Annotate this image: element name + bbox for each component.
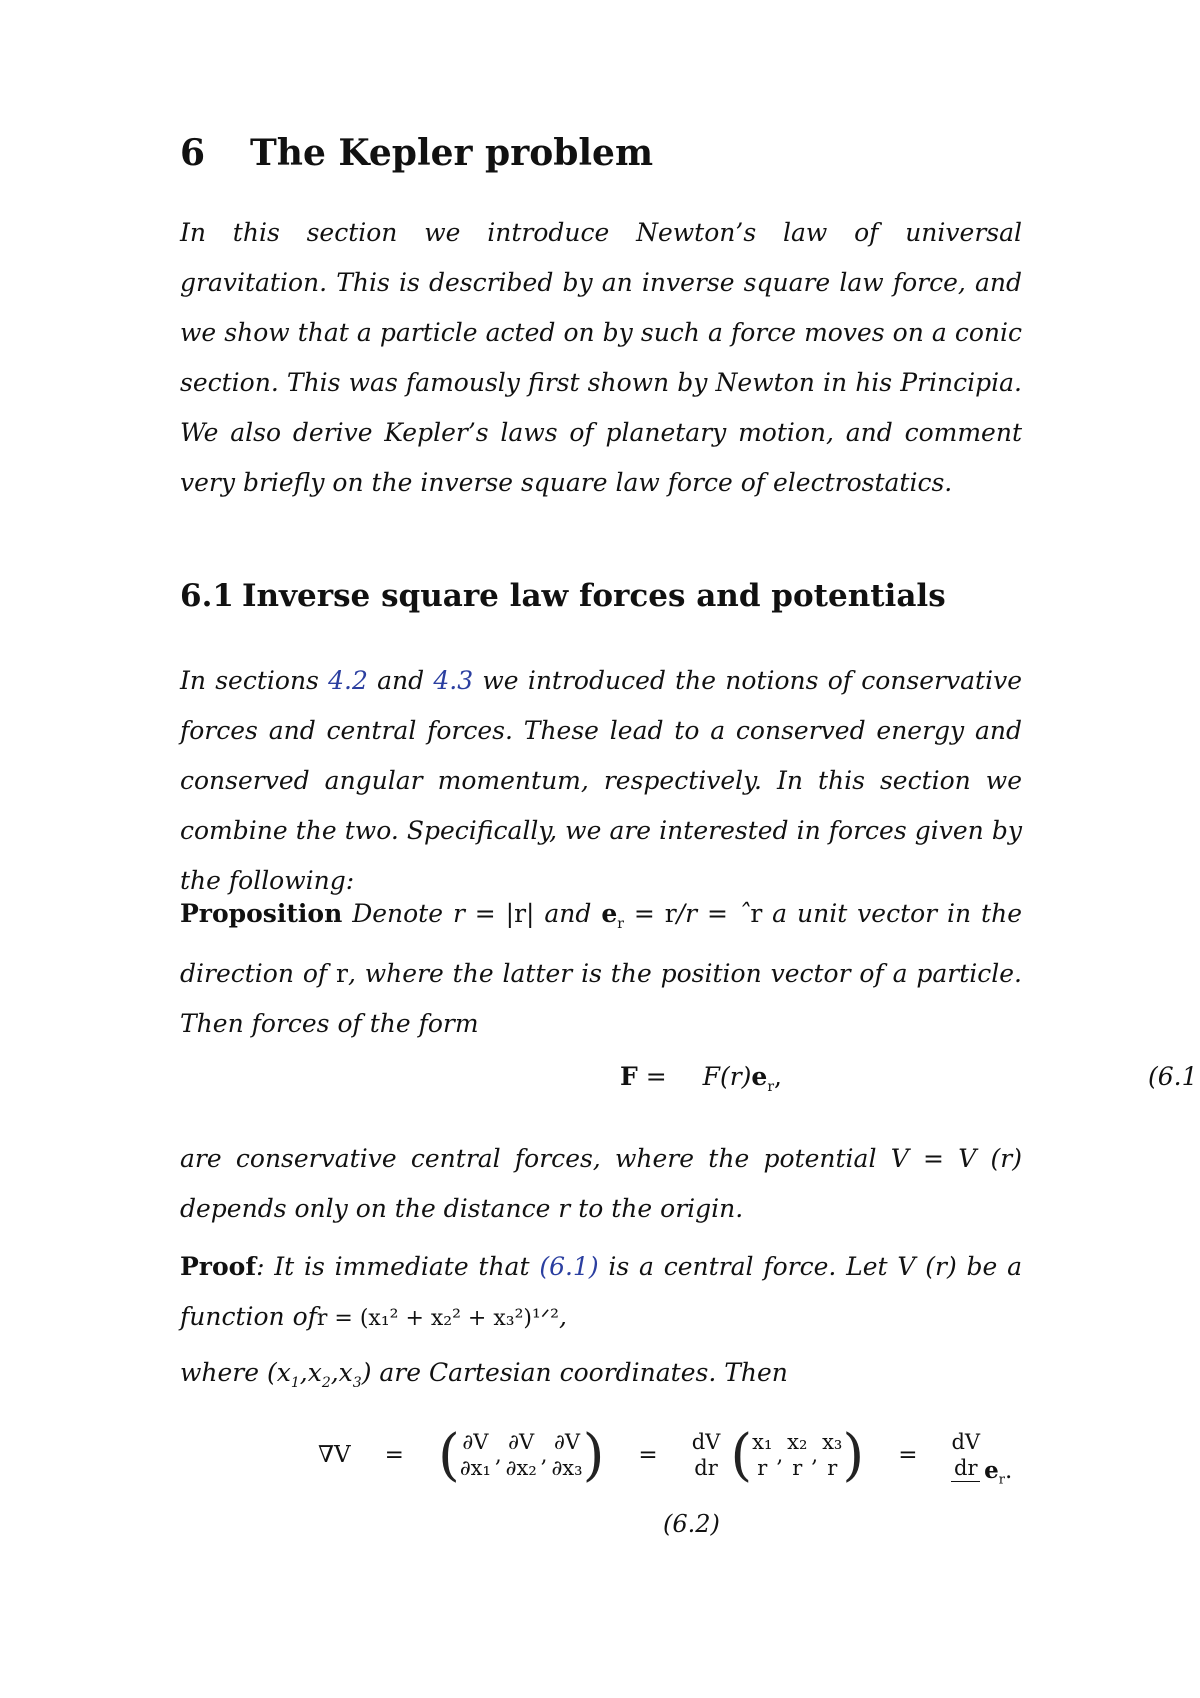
eq62-equals-2: = bbox=[638, 1442, 658, 1468]
subsection-title: Inverse square law forces and potentials bbox=[242, 578, 946, 614]
left-paren-2: ( bbox=[730, 1422, 753, 1488]
where-sub-2: 2 bbox=[321, 1375, 331, 1391]
subsection-intro-paragraph bbox=[180, 656, 1022, 906]
proof-paragraph bbox=[180, 1242, 1022, 1344]
dr-den-2: dr bbox=[951, 1455, 980, 1482]
prop-r-vector-1: r bbox=[514, 899, 527, 928]
where-text-4: ) are Cartesian coordinates. Then bbox=[361, 1358, 788, 1387]
where-sub-3: 3 bbox=[352, 1375, 362, 1391]
eq62-e: e bbox=[984, 1456, 999, 1484]
frac1-num: ∂V bbox=[462, 1430, 489, 1454]
prop-text-1: Denote r = | bbox=[342, 899, 515, 928]
eq61-label: (6.1 bbox=[1148, 1062, 1198, 1091]
prop-text-4: /r = ˆ bbox=[676, 899, 751, 928]
proposition-paragraph bbox=[180, 889, 1022, 1049]
partial-frac-2 bbox=[506, 1429, 537, 1481]
dv-num-2: dV bbox=[951, 1429, 981, 1454]
proof-text-1: : It is immediate that bbox=[256, 1252, 540, 1281]
partial-frac-3 bbox=[551, 1429, 582, 1481]
prop-text-5: a unit vector in the direction of bbox=[180, 899, 1022, 988]
eq62-gradient: ∇V bbox=[318, 1442, 351, 1468]
partial-frac-1 bbox=[460, 1429, 491, 1481]
x2-num: x₂ bbox=[787, 1430, 808, 1454]
where-sub-1: 1 bbox=[290, 1375, 300, 1391]
r-den-3: r bbox=[827, 1456, 838, 1480]
x1-num: x₁ bbox=[752, 1430, 773, 1454]
r-den-2: r bbox=[792, 1456, 803, 1480]
eq61-lhs: F bbox=[620, 1062, 638, 1091]
where-text-1: where (x bbox=[180, 1358, 291, 1387]
where-text-3: ,x bbox=[330, 1358, 353, 1387]
after-equation-paragraph: are conservative central forces, where the potential V = V (r) depends only on the distance r to the origin. bbox=[180, 1144, 1022, 1223]
eq61-rhs: F(r) bbox=[702, 1062, 752, 1091]
dv-dr-frac-1 bbox=[692, 1429, 721, 1481]
equation-6-1 bbox=[620, 1062, 782, 1095]
section-link-4-3[interactable]: 4.3 bbox=[433, 666, 474, 695]
prop-r-vector-4: r bbox=[336, 959, 348, 988]
frac2-num: ∂V bbox=[508, 1430, 535, 1454]
right-paren-2: ) bbox=[842, 1422, 865, 1488]
x3-num: x₃ bbox=[822, 1430, 843, 1454]
dv-dr-frac-2 bbox=[951, 1429, 980, 1482]
eq61-equals: = bbox=[637, 1062, 675, 1091]
comma: , bbox=[494, 1443, 502, 1467]
intro-text-1: In sections bbox=[180, 666, 329, 695]
dv-num-1: dV bbox=[691, 1430, 721, 1454]
subsection-heading bbox=[180, 578, 946, 614]
coordinates-line bbox=[180, 1348, 1022, 1408]
r-den-1: r bbox=[757, 1456, 768, 1480]
comma: , bbox=[811, 1443, 819, 1467]
x2-over-r bbox=[787, 1429, 807, 1481]
prop-r-vector-3: r bbox=[750, 899, 763, 928]
intro-text-3: we introduced the notions of conservative forces and central forces. These lead to a conserved energy and conserved angular momentum, respectively. In this section we combine the two. Specifically, we are interested in forces given by the following: bbox=[180, 666, 1022, 895]
equation-6-2 bbox=[318, 1410, 1012, 1500]
eq61-tail: , bbox=[774, 1062, 782, 1091]
section-link-4-2[interactable]: 4.2 bbox=[328, 666, 368, 695]
dr-den-1: dr bbox=[694, 1456, 718, 1480]
prop-text-3: = bbox=[623, 899, 665, 928]
x1-over-r bbox=[752, 1429, 772, 1481]
subsection-number: 6.1 bbox=[180, 578, 234, 614]
intro-paragraph: In this section we introduce Newton’s law of universal gravitation. This is described by an inverse square law force, and we show that a particle acted on by such a force moves on a conic section. This was famously first shown by Newton in his Principia. We also derive Kepler’s laws of planetary motion, and comment very briefly on the inverse square law force of electrostatics. bbox=[180, 218, 1022, 497]
prop-text-6: , where the latter is the position vector of a particle. Then forces of the form bbox=[180, 959, 1023, 1038]
section-title: The Kepler problem bbox=[250, 132, 654, 174]
eq62-unit-vector bbox=[984, 1457, 1012, 1488]
proposition-label: Proposition bbox=[180, 899, 343, 928]
eq61-e: e bbox=[751, 1062, 768, 1091]
frac3-den: ∂x₃ bbox=[551, 1456, 583, 1480]
proof-text-2: is a central force. Let V (r) be a function of bbox=[180, 1252, 1023, 1331]
prop-er-subscript: r bbox=[617, 916, 624, 932]
where-text-2: ,x bbox=[299, 1358, 322, 1387]
x3-over-r bbox=[822, 1429, 842, 1481]
comma: , bbox=[776, 1443, 784, 1467]
prop-er-vector: e bbox=[601, 899, 618, 928]
equation-6-2-number: (6.2) bbox=[663, 1510, 720, 1538]
equation-6-1-number bbox=[1148, 1062, 1198, 1091]
eq62-equals-1: = bbox=[384, 1442, 404, 1468]
prop-text-2: | and bbox=[526, 899, 602, 928]
eq62-equals-3: = bbox=[898, 1442, 918, 1468]
comma: , bbox=[540, 1443, 548, 1467]
frac1-den: ∂x₁ bbox=[459, 1456, 491, 1480]
eq62-tail: . bbox=[1004, 1457, 1013, 1484]
prop-r-vector-2: r bbox=[664, 899, 677, 928]
section-heading bbox=[180, 132, 653, 174]
left-paren-1: ( bbox=[437, 1422, 460, 1488]
frac2-den: ∂x₂ bbox=[505, 1456, 537, 1480]
proof-label: Proof bbox=[180, 1252, 257, 1281]
radius-formula: r = (x₁² + x₂² + x₃²)¹ᐟ² bbox=[316, 1306, 559, 1331]
right-paren-1: ) bbox=[582, 1422, 605, 1488]
section-number: 6 bbox=[180, 132, 206, 174]
eq62-e-subscript: r bbox=[998, 1472, 1005, 1488]
proof-text-3: , bbox=[558, 1302, 567, 1331]
equation-link-6-1[interactable]: (6.1) bbox=[539, 1252, 599, 1281]
intro-text-2: and bbox=[367, 666, 434, 695]
frac3-num: ∂V bbox=[553, 1430, 581, 1454]
eq61-e-subscript: r bbox=[767, 1079, 775, 1095]
